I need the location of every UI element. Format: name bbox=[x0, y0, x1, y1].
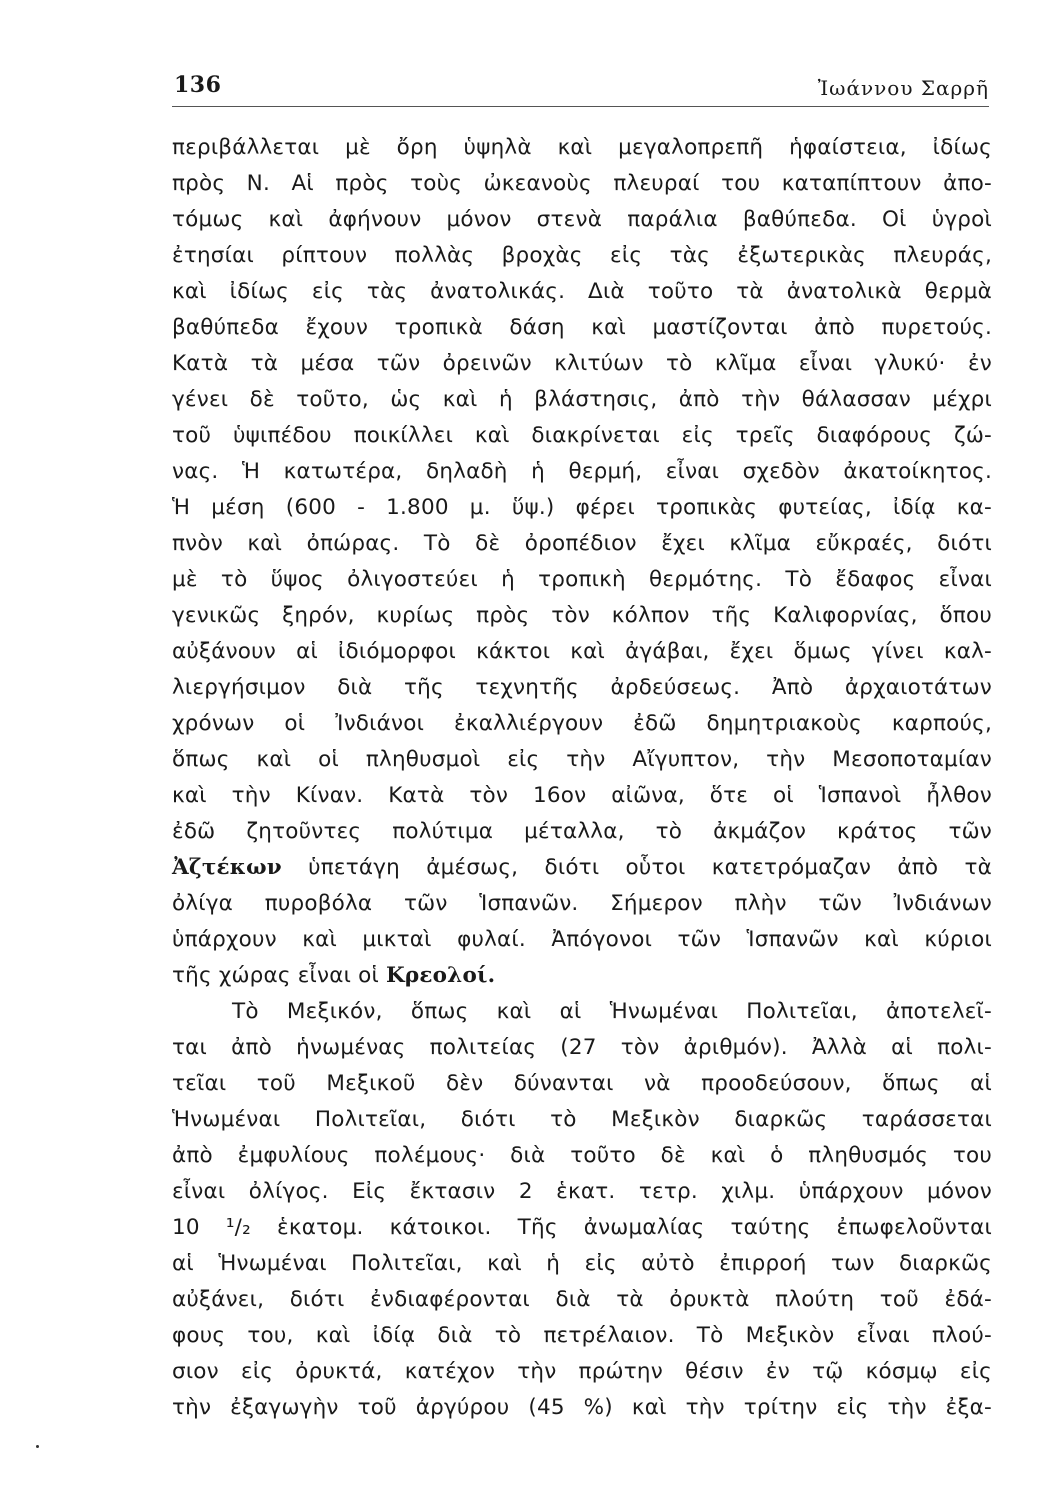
text-line: ἐτησίαι ρίπτουν πολλὰς βροχὰς εἰς τὰς ἐξωτερικὰς πλευράς, bbox=[172, 243, 992, 268]
emphasized-term: Κρεολοί. bbox=[385, 963, 496, 988]
text-line: εἶναι ὀλίγος. Εἰς ἔκτασιν 2 ἑκατ. τετρ. χιλμ. ὑπάρχουν μόνον bbox=[172, 1179, 992, 1204]
text-line: Ἡ μέση (600 - 1.800 μ. ὕψ.) φέρει τροπικὰς φυτείας, ἰδίᾳ κα- bbox=[172, 495, 992, 520]
text-line: Ἡνωμέναι Πολιτεῖαι, διότι τὸ Μεξικὸν διαρκῶς ταράσσεται bbox=[172, 1107, 992, 1132]
text-line: περιβάλλεται μὲ ὄρη ὑψηλὰ καὶ μεγαλοπρεπῆ ἡφαίστεια, ἰδίως bbox=[172, 135, 992, 160]
text-line: γένει δὲ τοῦτο, ὡς καὶ ἡ βλάστησις, ἀπὸ τὴν θάλασσαν μέχρι bbox=[172, 387, 992, 412]
text-fragment: ὑπετάγη ἀμέσως, διότι οὗτοι κατετρόμαζαν ἀπὸ τὰ bbox=[281, 855, 992, 880]
text-fragment: τῆς χώρας εἶναι οἱ bbox=[172, 963, 386, 988]
text-line: αὐξάνει, διότι ἐνδιαφέρονται διὰ τὰ ὀρυκτὰ πλούτη τοῦ ἐδά- bbox=[172, 1287, 992, 1312]
text-line: 10 ¹/₂ ἑκατομ. κάτοικοι. Τῆς ἀνωμαλίας ταύτης ἐπωφελοῦνται bbox=[172, 1215, 992, 1240]
running-header bbox=[172, 66, 989, 107]
text-line: πρὸς Ν. Αἱ πρὸς τοὺς ὠκεανοὺς πλευραί του καταπίπτουν ἀπο- bbox=[172, 171, 992, 196]
paragraph-first-line: Τὸ Μεξικόν, ὅπως καὶ αἱ Ἡνωμέναι Πολιτεῖαι, ἀποτελεῖ- bbox=[232, 999, 992, 1024]
text-line: τοῦ ὑψιπέδου ποικίλλει καὶ διακρίνεται εἰς τρεῖς διαφόρους ζώ- bbox=[172, 423, 992, 448]
text-line: τόμως καὶ ἀφήνουν μόνον στενὰ παράλια βαθύπεδα. Οἱ ὑγροὶ bbox=[172, 207, 992, 232]
text-line: Κατὰ τὰ μέσα τῶν ὀρεινῶν κλιτύων τὸ κλῖμα εἶναι γλυκύ· ἐν bbox=[172, 351, 992, 376]
text-line: γενικῶς ξηρόν, κυρίως πρὸς τὸν κόλπον τῆς Καλιφορνίας, ὅπου bbox=[172, 603, 992, 628]
text-line: πνὸν καὶ ὀπώρας. Τὸ δὲ ὀροπέδιον ἔχει κλῖμα εὔκραές, διότι bbox=[172, 531, 992, 556]
text-line: νας. Ἡ κατωτέρα, δηλαδὴ ἡ θερμή, εἶναι σχεδὸν ἀκατοίκητος. bbox=[172, 459, 992, 484]
text-line: τεῖαι τοῦ Μεξικοῦ δὲν δύνανται νὰ προοδεύσουν, ὅπως αἱ bbox=[172, 1071, 992, 1096]
text-line: τὴν ἐξαγωγὴν τοῦ ἀργύρου (45 %) καὶ τὴν τρίτην εἰς τὴν ἐξα- bbox=[172, 1395, 992, 1420]
scan-speck bbox=[36, 1445, 39, 1448]
text-line: αὐξάνουν αἱ ἰδιόμορφοι κάκτοι καὶ ἀγάβαι, ἔχει ὅμως γίνει καλ- bbox=[172, 639, 992, 664]
text-line: ὀλίγα πυροβόλα τῶν Ἱσπανῶν. Σήμερον πλὴν τῶν Ἰνδιάνων bbox=[172, 891, 992, 916]
text-line: καὶ ἰδίως εἰς τὰς ἀνατολικάς. Διὰ τοῦτο τὰ ἀνατολικὰ θερμὰ bbox=[172, 279, 992, 304]
text-line: καὶ τὴν Κίναν. Κατὰ τὸν 16ον αἰῶνα, ὅτε οἱ Ἱσπανοὶ ἦλθον bbox=[172, 783, 992, 808]
text-line: φους του, καὶ ἰδίᾳ διὰ τὸ πετρέλαιον. Τὸ Μεξικὸν εἶναι πλού- bbox=[172, 1323, 992, 1348]
page-number: 136 bbox=[174, 72, 222, 98]
text-line: χρόνων οἱ Ἰνδιάνοι ἐκαλλιέργουν ἐδῶ δημητριακοὺς καρπούς, bbox=[172, 711, 992, 736]
emphasized-term: Ἀζτέκων bbox=[172, 855, 282, 880]
text-line: ἀπὸ ἐμφυλίους πολέμους· διὰ τοῦτο δὲ καὶ ὁ πληθυσμός του bbox=[172, 1143, 992, 1168]
text-line: σιον εἰς ὀρυκτά, κατέχον τὴν πρώτην θέσιν ἐν τῷ κόσμῳ εἰς bbox=[172, 1359, 992, 1384]
text-line: αἱ Ἡνωμέναι Πολιτεῖαι, καὶ ἡ εἰς αὐτὸ ἐπιρροή των διαρκῶς bbox=[172, 1251, 992, 1276]
text-line: μὲ τὸ ὕψος ὀλιγοστεύει ἡ τροπικὴ θερμότης. Τὸ ἔδαφος εἶναι bbox=[172, 567, 992, 592]
running-title: Ἰωάννου Σαρρῆ bbox=[817, 76, 989, 100]
text-line: λιεργήσιμον διὰ τῆς τεχνητῆς ἀρδεύσεως. Ἀπὸ ἀρχαιοτάτων bbox=[172, 675, 992, 700]
body-text bbox=[172, 130, 992, 1426]
text-line: ὅπως καὶ οἱ πληθυσμοὶ εἰς τὴν Αἴγυπτον, τὴν Μεσοποταμίαν bbox=[172, 747, 992, 772]
text-line bbox=[172, 850, 992, 886]
text-line bbox=[172, 958, 992, 994]
text-line: ται ἀπὸ ἡνωμένας πολιτείας (27 τὸν ἀριθμόν). Ἀλλὰ αἱ πολι- bbox=[172, 1035, 992, 1060]
text-line: ὑπάρχουν καὶ μικταὶ φυλαί. Ἀπόγονοι τῶν Ἱσπανῶν καὶ κύριοι bbox=[172, 927, 992, 952]
text-line: βαθύπεδα ἔχουν τροπικὰ δάση καὶ μαστίζονται ἀπὸ πυρετούς. bbox=[172, 315, 992, 340]
text-line: ἐδῶ ζητοῦντες πολύτιμα μέταλλα, τὸ ἀκμάζον κράτος τῶν bbox=[172, 819, 992, 844]
